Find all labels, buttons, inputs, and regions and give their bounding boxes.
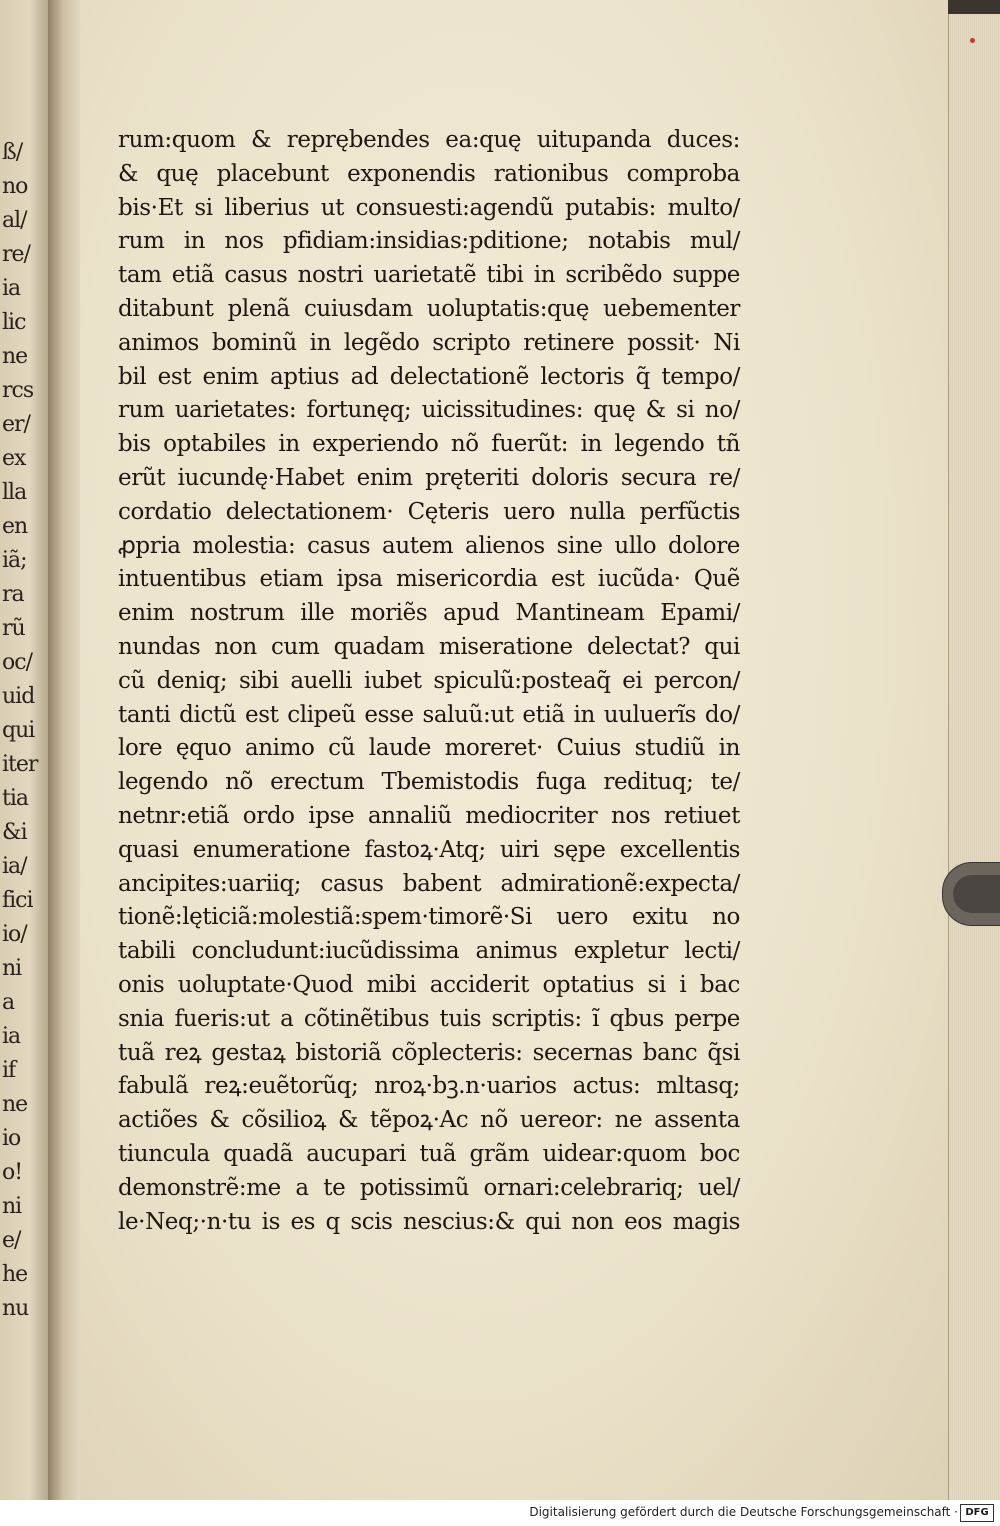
text-line: bil est enim aptius ad delectationẽ lectoris q̃ tempo/ <box>118 363 740 390</box>
left-page-fragment: ra <box>2 582 24 607</box>
text-line: tam etiã casus nostri uarietatẽ tibi in scribẽdo suppe <box>118 262 740 289</box>
text-line: lore ęquo animo cũ laude moreret· Cuius studiũ in <box>118 735 740 762</box>
text-line: cũ deniq; sibi auelli iubet spiculũ:posteaq̃ ei percon/ <box>118 667 740 694</box>
text-line: bis optabiles in experiendo nõ fuerũt: in legendo tñ <box>118 431 740 458</box>
text-line: demonstrẽ:me a te potissimũ ornari:celebrariq; uel/ <box>118 1174 740 1201</box>
text-line: enim nostrum ille moriẽs apud Mantineam Epami/ <box>118 600 740 627</box>
left-page-fragment: al/ <box>2 208 27 233</box>
text-line: animos bominũ in legẽdo scripto retinere possit· Ni <box>118 329 740 356</box>
left-page-fragment: iter <box>2 752 38 777</box>
text-line: legendo nõ erectum Tbemistodis fuga redituq; te/ <box>118 769 740 796</box>
left-page-fragment: re/ <box>2 242 30 267</box>
left-page-fragment: no <box>2 174 28 199</box>
text-line: actiões & cõsilioꝝ & tẽpoꝝ·Ac nõ uereor: ne assenta <box>118 1107 740 1134</box>
footer-bar <box>0 1500 1000 1526</box>
text-line: netnr:etiã ordo ipse annaliũ mediocriter nos retiuet <box>118 802 740 829</box>
text-line: snia fueris:ut a cõtinẽtibus tuis scriptis: ĩ qbus perpe <box>118 1005 740 1032</box>
left-page-fragment: ne <box>2 344 28 369</box>
left-page-fragment: ia <box>2 276 21 301</box>
dfg-logo: DFG <box>960 1504 994 1522</box>
text-line: tuã reꝝ gestaꝝ bistoriã cõplecteris: secernas banc q̃si <box>118 1039 740 1066</box>
left-page-fragment: o! <box>2 1160 23 1185</box>
left-page-fragment: ne <box>2 1092 28 1117</box>
text-line: nundas non cum quadam miseratione delectat? qui <box>118 633 740 660</box>
left-page-fragment: fici <box>2 888 33 913</box>
left-page-fragment: ia <box>2 1024 21 1049</box>
left-page-fragment: lla <box>2 480 27 505</box>
left-page-fragment: if <box>2 1058 16 1083</box>
text-line: tionẽ:lęticiã:molestiã:spem·timorẽ·Si uero exitu no <box>118 904 740 931</box>
text-line: ꝓpria molestia: casus autem alienos sine ullo dolore <box>118 532 740 559</box>
left-page-fragment: rcs <box>2 378 34 403</box>
text-line: ditabunt plenã cuiusdam uoluptatis:quę uebementer <box>118 295 740 322</box>
text-line: & quę placebunt exponendis rationibus comproba <box>118 160 740 187</box>
text-line: rum uarietates: fortunęq; uicissitudines: quę & si no/ <box>118 397 740 424</box>
text-line: tanti dictũ est clipeũ esse saluũ:ut etiã in uuluerĩs do/ <box>118 701 740 728</box>
left-facing-page-edge <box>0 0 50 1500</box>
main-text-block <box>118 124 740 1239</box>
left-page-fragment: uid <box>2 684 35 709</box>
text-line: cordatio delectationem· Cęteris uero nulla perfũctis <box>118 498 740 525</box>
text-line: tabili concludunt:iucũdissima animus expletur lecti/ <box>118 938 740 965</box>
text-line: ancipites:uariiq; casus babent admirationẽ:expecta/ <box>118 870 740 897</box>
left-page-fragment: ia/ <box>2 854 27 879</box>
left-page-fragment: he <box>2 1262 28 1287</box>
text-line: quasi enumeratione fastoꝝ·Atq; uiri sępe excellentis <box>118 836 740 863</box>
left-page-fragment: iã; <box>2 548 27 573</box>
left-page-fragment: tia <box>2 786 28 811</box>
text-line: rum in nos pfidiam:insidias:pditione; notabis mul/ <box>118 228 740 255</box>
text-line: onis uoluptate·Quod mibi acciderit optatius si i bac <box>118 971 740 998</box>
text-line: tiuncula quadã aucupari tuã grãm uidear:quom boc <box>118 1140 740 1167</box>
text-line: fabulã reꝝ:euẽtorũq; nroꝝ·bꝫ.n·uarios actus: mltasq; <box>118 1073 740 1100</box>
text-line: erũt iucundę·Habet enim pręteriti doloris secura re/ <box>118 464 740 491</box>
text-line: bis·Et si liberius ut consuesti:agendũ putabis: multo/ <box>118 194 740 221</box>
text-line: intuentibus etiam ipsa misericordia est iucũda· Quẽ <box>118 566 740 593</box>
left-page-fragment: io/ <box>2 922 27 947</box>
left-page-fragment: e/ <box>2 1228 21 1253</box>
left-page-fragment: ß/ <box>2 140 23 165</box>
left-page-fragment: lic <box>2 310 26 335</box>
left-page-fragment: a <box>2 990 15 1015</box>
left-page-fragment: rũ <box>2 616 25 641</box>
footer-credit: Digitalisierung gefördert durch die Deutsche Forschungsgemeinschaft · <box>529 1505 958 1519</box>
left-page-fragment: er/ <box>2 412 30 437</box>
text-line: le·Neq;·n·tu is es q scis nescius:& qui non eos magis <box>118 1208 740 1235</box>
left-page-fragment: io <box>2 1126 21 1151</box>
left-page-fragment: &i <box>2 820 27 845</box>
left-page-fragment: ni <box>2 1194 22 1219</box>
text-line: rum:quom & reprębendes ea:quę uitupanda duces: <box>118 127 740 153</box>
left-page-fragment: en <box>2 514 28 539</box>
left-page-fragment: nu <box>2 1296 29 1321</box>
left-page-fragment: ex <box>2 446 26 471</box>
left-page-fragment: qui <box>2 718 35 743</box>
left-page-fragment: oc/ <box>2 650 32 675</box>
page-stack-edge <box>948 14 1000 1500</box>
page-clip-tab <box>942 862 1000 926</box>
left-page-fragment: ni <box>2 956 22 981</box>
red-marker-dot <box>970 38 975 43</box>
